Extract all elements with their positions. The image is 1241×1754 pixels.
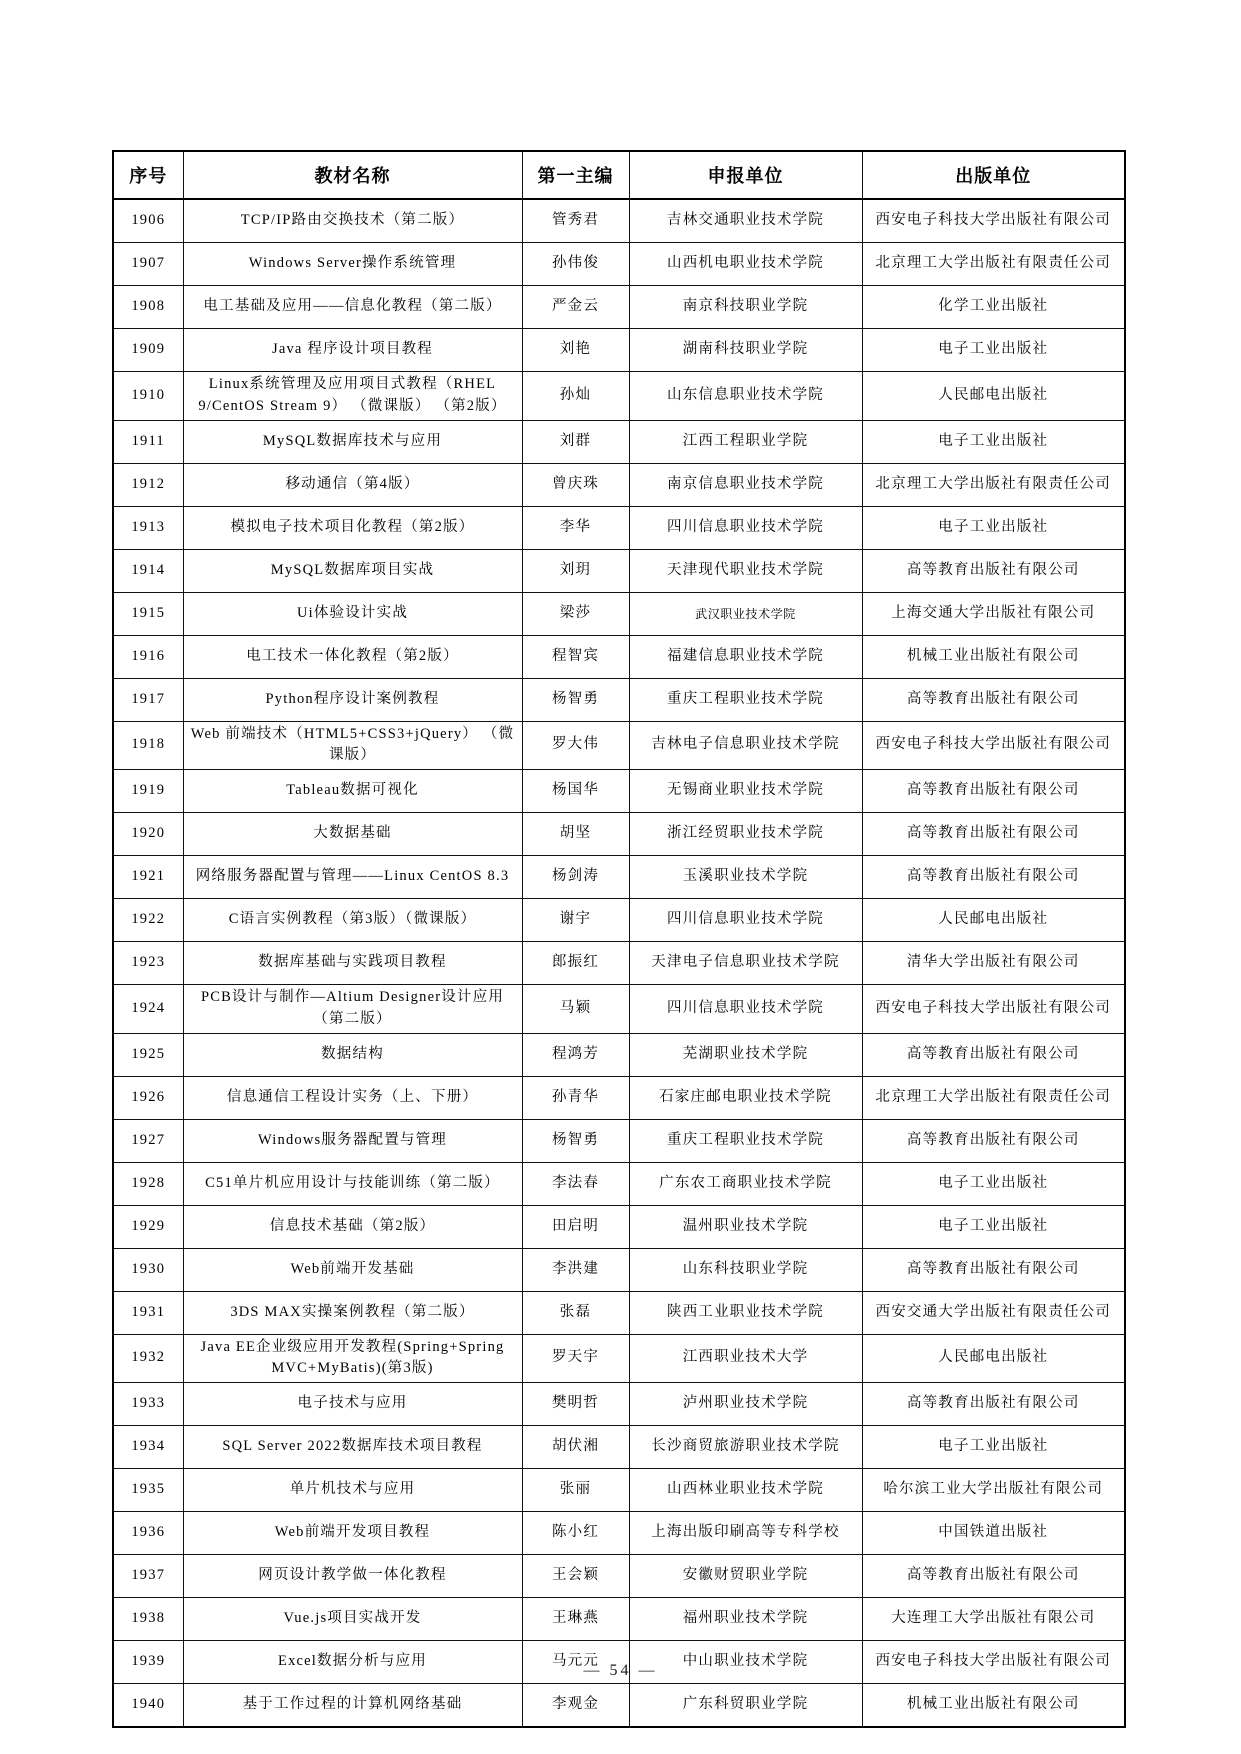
row-index: 1924 bbox=[113, 985, 183, 1034]
applicant-org: 山西机电职业技术学院 bbox=[629, 243, 862, 286]
applicant-org: 福州职业技术学院 bbox=[629, 1598, 862, 1641]
row-index: 1926 bbox=[113, 1076, 183, 1119]
first-editor: 田启明 bbox=[522, 1205, 629, 1248]
publisher: 哈尔滨工业大学出版社有限公司 bbox=[862, 1469, 1125, 1512]
publisher: 人民邮电出版社 bbox=[862, 372, 1125, 421]
textbook-title: 数据结构 bbox=[183, 1033, 522, 1076]
first-editor: 郎振红 bbox=[522, 942, 629, 985]
table-row bbox=[113, 372, 1125, 421]
first-editor: 杨国华 bbox=[522, 770, 629, 813]
textbook-title: C51单片机应用设计与技能训练（第二版） bbox=[183, 1162, 522, 1205]
applicant-org: 浙江经贸职业技术学院 bbox=[629, 813, 862, 856]
table-header-row bbox=[113, 151, 1125, 199]
publisher: 高等教育出版社有限公司 bbox=[862, 813, 1125, 856]
textbook-title: Java 程序设计项目教程 bbox=[183, 329, 522, 372]
first-editor: 陈小红 bbox=[522, 1512, 629, 1555]
row-index: 1919 bbox=[113, 770, 183, 813]
publisher: 电子工业出版社 bbox=[862, 420, 1125, 463]
row-index: 1935 bbox=[113, 1469, 183, 1512]
publisher: 西安电子科技大学出版社有限公司 bbox=[862, 1641, 1125, 1684]
table-row bbox=[113, 329, 1125, 372]
row-index: 1921 bbox=[113, 856, 183, 899]
first-editor: 张磊 bbox=[522, 1291, 629, 1334]
publisher: 西安交通大学出版社有限责任公司 bbox=[862, 1291, 1125, 1334]
applicant-org: 福建信息职业技术学院 bbox=[629, 635, 862, 678]
textbook-title: Java EE企业级应用开发教程(Spring+Spring MVC+MyBatis)(第3版) bbox=[183, 1334, 522, 1383]
applicant-org: 四川信息职业技术学院 bbox=[629, 899, 862, 942]
row-index: 1920 bbox=[113, 813, 183, 856]
publisher: 电子工业出版社 bbox=[862, 506, 1125, 549]
applicant-org: 无锡商业职业技术学院 bbox=[629, 770, 862, 813]
col-header-title: 教材名称 bbox=[183, 151, 522, 199]
table-row bbox=[113, 985, 1125, 1034]
applicant-org: 安徽财贸职业学院 bbox=[629, 1555, 862, 1598]
textbook-title: C语言实例教程（第3版）（微课版） bbox=[183, 899, 522, 942]
row-index: 1922 bbox=[113, 899, 183, 942]
publisher: 高等教育出版社有限公司 bbox=[862, 856, 1125, 899]
publisher: 电子工业出版社 bbox=[862, 1162, 1125, 1205]
textbook-title: 网页设计教学做一体化教程 bbox=[183, 1555, 522, 1598]
applicant-org: 重庆工程职业技术学院 bbox=[629, 1119, 862, 1162]
row-index: 1927 bbox=[113, 1119, 183, 1162]
textbook-title: Excel数据分析与应用 bbox=[183, 1641, 522, 1684]
textbook-title: 电子技术与应用 bbox=[183, 1383, 522, 1426]
table-row bbox=[113, 1334, 1125, 1383]
row-index: 1916 bbox=[113, 635, 183, 678]
row-index: 1925 bbox=[113, 1033, 183, 1076]
first-editor: 孙青华 bbox=[522, 1076, 629, 1119]
first-editor: 管秀君 bbox=[522, 199, 629, 243]
table-row bbox=[113, 1033, 1125, 1076]
publisher: 高等教育出版社有限公司 bbox=[862, 1383, 1125, 1426]
textbook-title: 电工技术一体化教程（第2版） bbox=[183, 635, 522, 678]
applicant-org: 山东科技职业学院 bbox=[629, 1248, 862, 1291]
textbook-title: MySQL数据库技术与应用 bbox=[183, 420, 522, 463]
first-editor: 胡伏湘 bbox=[522, 1426, 629, 1469]
row-index: 1907 bbox=[113, 243, 183, 286]
applicant-org: 天津电子信息职业技术学院 bbox=[629, 942, 862, 985]
row-index: 1936 bbox=[113, 1512, 183, 1555]
publisher: 高等教育出版社有限公司 bbox=[862, 549, 1125, 592]
table-row bbox=[113, 592, 1125, 635]
row-index: 1911 bbox=[113, 420, 183, 463]
publisher: 高等教育出版社有限公司 bbox=[862, 770, 1125, 813]
textbook-title: 移动通信（第4版） bbox=[183, 463, 522, 506]
applicant-org: 吉林电子信息职业技术学院 bbox=[629, 721, 862, 770]
first-editor: 孙灿 bbox=[522, 372, 629, 421]
textbook-title: 数据库基础与实践项目教程 bbox=[183, 942, 522, 985]
first-editor: 严金云 bbox=[522, 286, 629, 329]
table-row bbox=[113, 1598, 1125, 1641]
table-row bbox=[113, 635, 1125, 678]
first-editor: 杨剑涛 bbox=[522, 856, 629, 899]
first-editor: 李华 bbox=[522, 506, 629, 549]
col-header-publisher: 出版单位 bbox=[862, 151, 1125, 199]
row-index: 1931 bbox=[113, 1291, 183, 1334]
publisher: 西安电子科技大学出版社有限公司 bbox=[862, 985, 1125, 1034]
publisher: 化学工业出版社 bbox=[862, 286, 1125, 329]
publisher: 上海交通大学出版社有限公司 bbox=[862, 592, 1125, 635]
table-row bbox=[113, 1512, 1125, 1555]
col-header-index: 序号 bbox=[113, 151, 183, 199]
applicant-org: 广东农工商职业技术学院 bbox=[629, 1162, 862, 1205]
textbook-title: 信息通信工程设计实务（上、下册） bbox=[183, 1076, 522, 1119]
row-index: 1918 bbox=[113, 721, 183, 770]
row-index: 1929 bbox=[113, 1205, 183, 1248]
textbook-table bbox=[112, 150, 1126, 1728]
publisher: 高等教育出版社有限公司 bbox=[862, 1033, 1125, 1076]
first-editor: 罗天宇 bbox=[522, 1334, 629, 1383]
table-row bbox=[113, 942, 1125, 985]
textbook-title: 模拟电子技术项目化教程（第2版） bbox=[183, 506, 522, 549]
row-index: 1915 bbox=[113, 592, 183, 635]
applicant-org: 天津现代职业技术学院 bbox=[629, 549, 862, 592]
publisher: 人民邮电出版社 bbox=[862, 1334, 1125, 1383]
textbook-title: 大数据基础 bbox=[183, 813, 522, 856]
textbook-title: TCP/IP路由交换技术（第二版） bbox=[183, 199, 522, 243]
textbook-title: SQL Server 2022数据库技术项目教程 bbox=[183, 1426, 522, 1469]
textbook-title: 信息技术基础（第2版） bbox=[183, 1205, 522, 1248]
publisher: 北京理工大学出版社有限责任公司 bbox=[862, 1076, 1125, 1119]
applicant-org: 陕西工业职业技术学院 bbox=[629, 1291, 862, 1334]
textbook-title: Web前端开发基础 bbox=[183, 1248, 522, 1291]
row-index: 1928 bbox=[113, 1162, 183, 1205]
page-number: — 54 — bbox=[583, 1662, 658, 1679]
table-row bbox=[113, 1076, 1125, 1119]
table-row bbox=[113, 506, 1125, 549]
table-row bbox=[113, 899, 1125, 942]
table-row bbox=[113, 420, 1125, 463]
textbook-title: 电工基础及应用——信息化教程（第二版） bbox=[183, 286, 522, 329]
applicant-org: 武汉职业技术学院 bbox=[629, 592, 862, 635]
row-index: 1917 bbox=[113, 678, 183, 721]
row-index: 1913 bbox=[113, 506, 183, 549]
row-index: 1934 bbox=[113, 1426, 183, 1469]
publisher: 机械工业出版社有限公司 bbox=[862, 635, 1125, 678]
applicant-org: 四川信息职业技术学院 bbox=[629, 506, 862, 549]
first-editor: 王会颖 bbox=[522, 1555, 629, 1598]
first-editor: 曾庆珠 bbox=[522, 463, 629, 506]
row-index: 1914 bbox=[113, 549, 183, 592]
table-row bbox=[113, 1555, 1125, 1598]
applicant-org: 芜湖职业技术学院 bbox=[629, 1033, 862, 1076]
row-index: 1939 bbox=[113, 1641, 183, 1684]
first-editor: 刘玥 bbox=[522, 549, 629, 592]
publisher: 人民邮电出版社 bbox=[862, 899, 1125, 942]
row-index: 1908 bbox=[113, 286, 183, 329]
first-editor: 罗大伟 bbox=[522, 721, 629, 770]
table-row bbox=[113, 1469, 1125, 1512]
first-editor: 刘群 bbox=[522, 420, 629, 463]
first-editor: 王琳燕 bbox=[522, 1598, 629, 1641]
publisher: 高等教育出版社有限公司 bbox=[862, 1555, 1125, 1598]
applicant-org: 石家庄邮电职业技术学院 bbox=[629, 1076, 862, 1119]
row-index: 1940 bbox=[113, 1684, 183, 1728]
table-row bbox=[113, 678, 1125, 721]
first-editor: 樊明哲 bbox=[522, 1383, 629, 1426]
textbook-title: Web前端开发项目教程 bbox=[183, 1512, 522, 1555]
table-row bbox=[113, 1205, 1125, 1248]
applicant-org: 玉溪职业技术学院 bbox=[629, 856, 862, 899]
first-editor: 胡坚 bbox=[522, 813, 629, 856]
first-editor: 马元元 bbox=[522, 1641, 629, 1684]
first-editor: 马颖 bbox=[522, 985, 629, 1034]
table-row bbox=[113, 770, 1125, 813]
applicant-org: 江西职业技术大学 bbox=[629, 1334, 862, 1383]
table-row bbox=[113, 1684, 1125, 1728]
first-editor: 李法春 bbox=[522, 1162, 629, 1205]
textbook-title: Ui体验设计实战 bbox=[183, 592, 522, 635]
publisher: 高等教育出版社有限公司 bbox=[862, 1248, 1125, 1291]
publisher: 西安电子科技大学出版社有限公司 bbox=[862, 199, 1125, 243]
textbook-title: 网络服务器配置与管理——Linux CentOS 8.3 bbox=[183, 856, 522, 899]
textbook-title: Python程序设计案例教程 bbox=[183, 678, 522, 721]
applicant-org: 吉林交通职业技术学院 bbox=[629, 199, 862, 243]
first-editor: 程智宾 bbox=[522, 635, 629, 678]
applicant-org: 重庆工程职业技术学院 bbox=[629, 678, 862, 721]
first-editor: 李观金 bbox=[522, 1684, 629, 1728]
publisher: 高等教育出版社有限公司 bbox=[862, 1119, 1125, 1162]
table-row bbox=[113, 463, 1125, 506]
first-editor: 程鸿芳 bbox=[522, 1033, 629, 1076]
textbook-title: Windows Server操作系统管理 bbox=[183, 243, 522, 286]
textbook-title: 基于工作过程的计算机网络基础 bbox=[183, 1684, 522, 1728]
applicant-org: 湖南科技职业学院 bbox=[629, 329, 862, 372]
publisher: 高等教育出版社有限公司 bbox=[862, 678, 1125, 721]
publisher: 清华大学出版社有限公司 bbox=[862, 942, 1125, 985]
row-index: 1912 bbox=[113, 463, 183, 506]
applicant-org: 温州职业技术学院 bbox=[629, 1205, 862, 1248]
applicant-org: 山西林业职业技术学院 bbox=[629, 1469, 862, 1512]
row-index: 1932 bbox=[113, 1334, 183, 1383]
table-row bbox=[113, 549, 1125, 592]
textbook-title: Vue.js项目实战开发 bbox=[183, 1598, 522, 1641]
row-index: 1923 bbox=[113, 942, 183, 985]
publisher: 中国铁道出版社 bbox=[862, 1512, 1125, 1555]
applicant-org: 上海出版印刷高等专科学校 bbox=[629, 1512, 862, 1555]
publisher: 西安电子科技大学出版社有限公司 bbox=[862, 721, 1125, 770]
applicant-org: 泸州职业技术学院 bbox=[629, 1383, 862, 1426]
row-index: 1938 bbox=[113, 1598, 183, 1641]
table-row bbox=[113, 721, 1125, 770]
table-row bbox=[113, 199, 1125, 243]
first-editor: 张丽 bbox=[522, 1469, 629, 1512]
textbook-title: Tableau数据可视化 bbox=[183, 770, 522, 813]
table-row bbox=[113, 1119, 1125, 1162]
first-editor: 刘艳 bbox=[522, 329, 629, 372]
textbook-title: Linux系统管理及应用项目式教程（RHEL 9/CentOS Stream 9） （微课版） （第2版） bbox=[183, 372, 522, 421]
table-row bbox=[113, 1291, 1125, 1334]
col-header-editor: 第一主编 bbox=[522, 151, 629, 199]
applicant-org: 广东科贸职业学院 bbox=[629, 1684, 862, 1728]
table-row bbox=[113, 813, 1125, 856]
row-index: 1933 bbox=[113, 1383, 183, 1426]
first-editor: 梁莎 bbox=[522, 592, 629, 635]
publisher: 机械工业出版社有限公司 bbox=[862, 1684, 1125, 1728]
publisher: 电子工业出版社 bbox=[862, 1205, 1125, 1248]
table-row bbox=[113, 1162, 1125, 1205]
table-row bbox=[113, 1426, 1125, 1469]
applicant-org: 长沙商贸旅游职业技术学院 bbox=[629, 1426, 862, 1469]
textbook-title: Web 前端技术（HTML5+CSS3+jQuery） （微课版） bbox=[183, 721, 522, 770]
applicant-org: 江西工程职业学院 bbox=[629, 420, 862, 463]
table-row bbox=[113, 856, 1125, 899]
table-row bbox=[113, 243, 1125, 286]
textbook-title: PCB设计与制作—Altium Designer设计应用（第二版） bbox=[183, 985, 522, 1034]
row-index: 1937 bbox=[113, 1555, 183, 1598]
applicant-org: 中山职业技术学院 bbox=[629, 1641, 862, 1684]
first-editor: 杨智勇 bbox=[522, 678, 629, 721]
row-index: 1906 bbox=[113, 199, 183, 243]
first-editor: 杨智勇 bbox=[522, 1119, 629, 1162]
row-index: 1909 bbox=[113, 329, 183, 372]
textbook-title: 单片机技术与应用 bbox=[183, 1469, 522, 1512]
publisher: 大连理工大学出版社有限公司 bbox=[862, 1598, 1125, 1641]
row-index: 1930 bbox=[113, 1248, 183, 1291]
row-index: 1910 bbox=[113, 372, 183, 421]
publisher: 电子工业出版社 bbox=[862, 329, 1125, 372]
applicant-org: 山东信息职业技术学院 bbox=[629, 372, 862, 421]
applicant-org: 四川信息职业技术学院 bbox=[629, 985, 862, 1034]
table-row bbox=[113, 286, 1125, 329]
textbook-title: MySQL数据库项目实战 bbox=[183, 549, 522, 592]
table-row bbox=[113, 1248, 1125, 1291]
publisher: 电子工业出版社 bbox=[862, 1426, 1125, 1469]
textbook-title: 3DS MAX实操案例教程（第二版） bbox=[183, 1291, 522, 1334]
publisher: 北京理工大学出版社有限责任公司 bbox=[862, 463, 1125, 506]
applicant-org: 南京信息职业技术学院 bbox=[629, 463, 862, 506]
applicant-org: 南京科技职业学院 bbox=[629, 286, 862, 329]
textbook-title: Windows服务器配置与管理 bbox=[183, 1119, 522, 1162]
table-row bbox=[113, 1383, 1125, 1426]
publisher: 北京理工大学出版社有限责任公司 bbox=[862, 243, 1125, 286]
first-editor: 谢宇 bbox=[522, 899, 629, 942]
first-editor: 孙伟俊 bbox=[522, 243, 629, 286]
col-header-org: 申报单位 bbox=[629, 151, 862, 199]
first-editor: 李洪建 bbox=[522, 1248, 629, 1291]
